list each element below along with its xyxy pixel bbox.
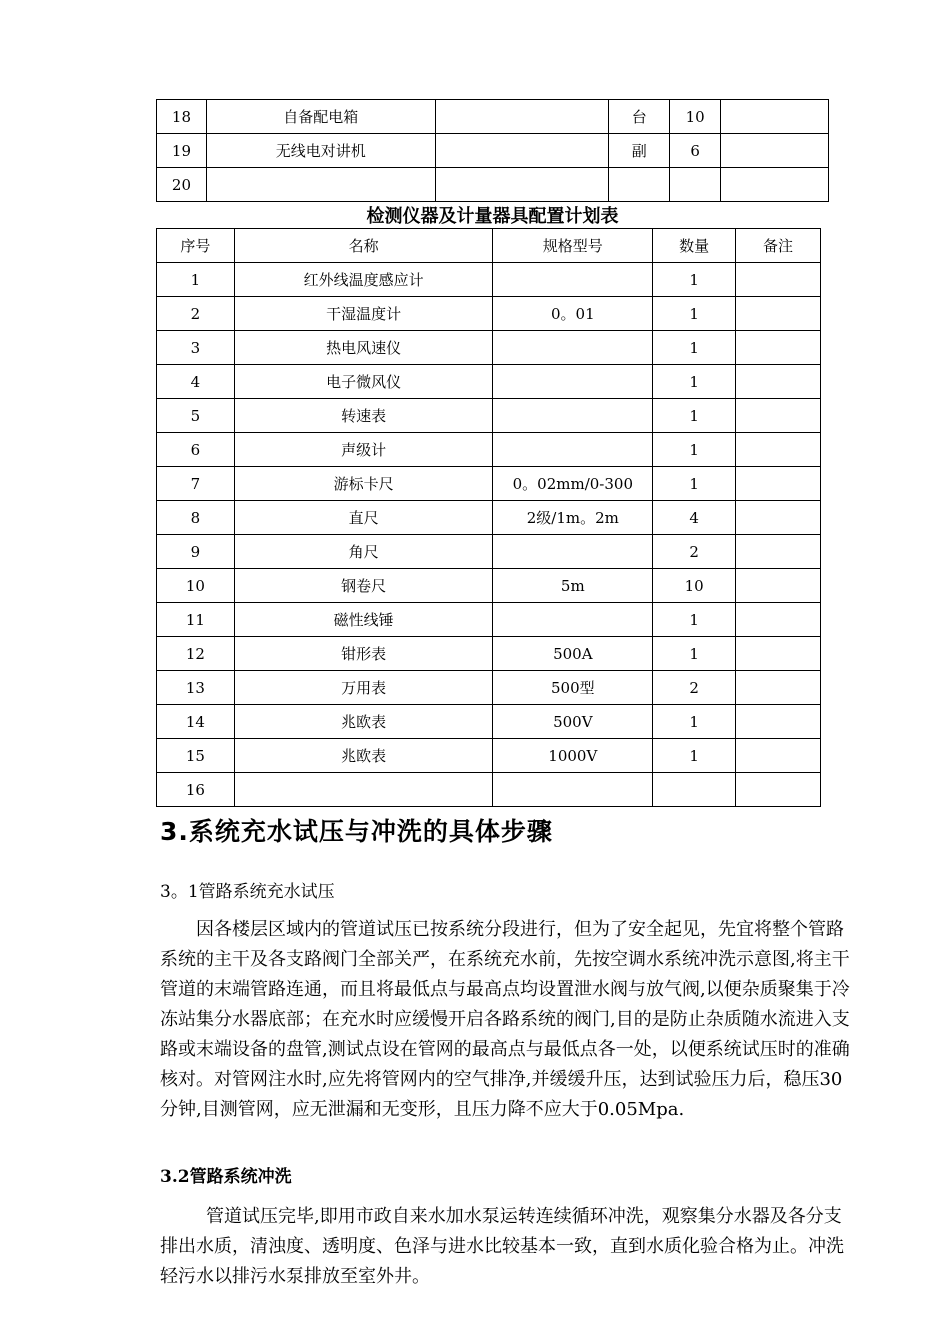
table-cell: 红外线温度感应计 xyxy=(234,263,493,297)
table-row xyxy=(157,467,821,501)
table-cell xyxy=(435,168,609,202)
table-cell xyxy=(670,168,721,202)
section-heading: 3.系统充水试压与冲洗的具体步骤 xyxy=(160,817,553,846)
table-cell: 自备配电箱 xyxy=(206,100,435,134)
table-cell: 1 xyxy=(653,365,736,399)
table-row xyxy=(157,569,821,603)
equipment-table-continued xyxy=(156,99,829,202)
table-cell xyxy=(736,501,821,535)
header-cell: 备注 xyxy=(736,229,821,263)
table-cell xyxy=(721,100,829,134)
table-row xyxy=(157,331,821,365)
table-cell: 1 xyxy=(653,399,736,433)
table-cell: 钢卷尺 xyxy=(234,569,493,603)
table-cell: 1 xyxy=(653,263,736,297)
table-row xyxy=(157,433,821,467)
table-cell: 3 xyxy=(157,331,235,365)
table-cell: 万用表 xyxy=(234,671,493,705)
table-cell: 14 xyxy=(157,705,235,739)
table-cell xyxy=(493,603,653,637)
table-cell: 2 xyxy=(653,535,736,569)
table-cell: 2级/1m。2m xyxy=(493,501,653,535)
table-cell xyxy=(736,433,821,467)
table-cell xyxy=(736,297,821,331)
header-cell: 名称 xyxy=(234,229,493,263)
table-cell: 19 xyxy=(157,134,207,168)
table-cell: 8 xyxy=(157,501,235,535)
table-cell: 10 xyxy=(653,569,736,603)
table-cell: 5m xyxy=(493,569,653,603)
table-cell: 副 xyxy=(609,134,670,168)
table-cell: 13 xyxy=(157,671,235,705)
table-cell xyxy=(493,365,653,399)
table-row xyxy=(157,297,821,331)
table-cell xyxy=(234,773,493,807)
table-cell xyxy=(736,705,821,739)
table-header-row xyxy=(157,229,821,263)
table-row xyxy=(157,773,821,807)
table-cell: 钳形表 xyxy=(234,637,493,671)
table-cell xyxy=(493,433,653,467)
table-cell: 磁性线锤 xyxy=(234,603,493,637)
subsection-title-1: 3。1管路系统充水试压 xyxy=(160,882,335,902)
table-cell xyxy=(493,535,653,569)
table-cell: 1 xyxy=(653,705,736,739)
table-cell xyxy=(493,773,653,807)
table-cell: 1 xyxy=(653,433,736,467)
table-cell: 9 xyxy=(157,535,235,569)
paragraph-2: 管道试压完毕,即用市政自来水加水泵运转连续循环冲洗，观察集分水器及各分支排出水质，清浊度、透明度、色泽与进水比较基本一致，直到水质化验合格为止。冲洗轻污水以排污水泵排放至室外井。 xyxy=(160,1206,844,1287)
table-cell xyxy=(736,773,821,807)
subsection-title-2: 3.2管路系统冲洗 xyxy=(160,1167,292,1187)
table-cell: 11 xyxy=(157,603,235,637)
paragraph-1: 因各楼层区域内的管道试压已按系统分段进行，但为了安全起见，先宜将整个管路系统的主干及各支路阀门全部关严，在系统充水前，先按空调水系统冲洗示意图,将主干管道的末端管路连通，而且将最低点与最高点均设置泄水阀与放气阀,以便杂质聚集于冷冻站集分水器底部；在充水时应缓慢开启各路系统的阀门,目的是防止杂质随水流进入支路或末端设备的盘管,测试点设在管网的最高点与最低点各一处，以便系统试压时的准确核对。对管网注水时,应先将管网内的空气排净,并缓缓升压，达到试验压力后，稳压30分钟,目测管网，应无泄漏和无变形，且压力降不应大于0.05Mpa. xyxy=(160,919,850,1120)
table-cell xyxy=(736,399,821,433)
table-cell xyxy=(736,671,821,705)
table-cell xyxy=(736,569,821,603)
table-cell xyxy=(653,773,736,807)
table-cell xyxy=(493,263,653,297)
table-cell: 2 xyxy=(653,671,736,705)
table-cell: 4 xyxy=(653,501,736,535)
table-row xyxy=(157,365,821,399)
table-cell: 1 xyxy=(653,331,736,365)
table-cell xyxy=(736,637,821,671)
table-cell: 干湿温度计 xyxy=(234,297,493,331)
table-cell: 16 xyxy=(157,773,235,807)
instrument-table xyxy=(156,228,821,807)
table-cell: 兆欧表 xyxy=(234,705,493,739)
table-cell xyxy=(721,134,829,168)
header-cell: 数量 xyxy=(653,229,736,263)
table-cell: 20 xyxy=(157,168,207,202)
table-cell: 1 xyxy=(157,263,235,297)
table-cell: 转速表 xyxy=(234,399,493,433)
table-cell: 1 xyxy=(653,637,736,671)
header-cell: 规格型号 xyxy=(493,229,653,263)
table-title: 检测仪器及计量器具配置计划表 xyxy=(366,206,619,227)
table-cell: 10 xyxy=(157,569,235,603)
table-cell: 500A xyxy=(493,637,653,671)
table-row xyxy=(157,501,821,535)
table-cell xyxy=(736,467,821,501)
table-cell xyxy=(435,100,609,134)
table-cell xyxy=(736,365,821,399)
table-cell xyxy=(206,168,435,202)
table-row xyxy=(157,637,821,671)
table-row xyxy=(157,168,829,202)
table-row xyxy=(157,535,821,569)
table-cell xyxy=(736,739,821,773)
table-cell: 12 xyxy=(157,637,235,671)
table-cell: 500型 xyxy=(493,671,653,705)
table-cell xyxy=(493,331,653,365)
table-row xyxy=(157,705,821,739)
table-cell xyxy=(736,603,821,637)
table-cell xyxy=(736,331,821,365)
table-cell: 1000V xyxy=(493,739,653,773)
table-row xyxy=(157,263,821,297)
table-cell: 5 xyxy=(157,399,235,433)
table-cell: 18 xyxy=(157,100,207,134)
table-cell xyxy=(736,535,821,569)
table-cell: 1 xyxy=(653,297,736,331)
header-cell: 序号 xyxy=(157,229,235,263)
table-cell: 角尺 xyxy=(234,535,493,569)
table-row xyxy=(157,100,829,134)
table-cell: 1 xyxy=(653,467,736,501)
table-cell xyxy=(736,263,821,297)
table-cell: 0。02mm/0-300 xyxy=(493,467,653,501)
table-row xyxy=(157,739,821,773)
table-cell: 500V xyxy=(493,705,653,739)
table-cell: 兆欧表 xyxy=(234,739,493,773)
table-cell: 0。01 xyxy=(493,297,653,331)
table-cell: 7 xyxy=(157,467,235,501)
table-cell: 电子微风仪 xyxy=(234,365,493,399)
table-cell: 声级计 xyxy=(234,433,493,467)
table-cell: 1 xyxy=(653,739,736,773)
table-cell: 热电风速仪 xyxy=(234,331,493,365)
table-row xyxy=(157,399,821,433)
table-row xyxy=(157,671,821,705)
table-row xyxy=(157,134,829,168)
table-cell: 直尺 xyxy=(234,501,493,535)
table-cell xyxy=(609,168,670,202)
table-cell: 15 xyxy=(157,739,235,773)
table-cell xyxy=(435,134,609,168)
table-cell: 4 xyxy=(157,365,235,399)
table-cell xyxy=(493,399,653,433)
table-cell: 无线电对讲机 xyxy=(206,134,435,168)
table-cell: 游标卡尺 xyxy=(234,467,493,501)
table-cell: 1 xyxy=(653,603,736,637)
table-cell: 6 xyxy=(670,134,721,168)
table-cell: 台 xyxy=(609,100,670,134)
table-row xyxy=(157,603,821,637)
table-cell: 2 xyxy=(157,297,235,331)
table-cell: 6 xyxy=(157,433,235,467)
table-cell: 10 xyxy=(670,100,721,134)
table-cell xyxy=(721,168,829,202)
